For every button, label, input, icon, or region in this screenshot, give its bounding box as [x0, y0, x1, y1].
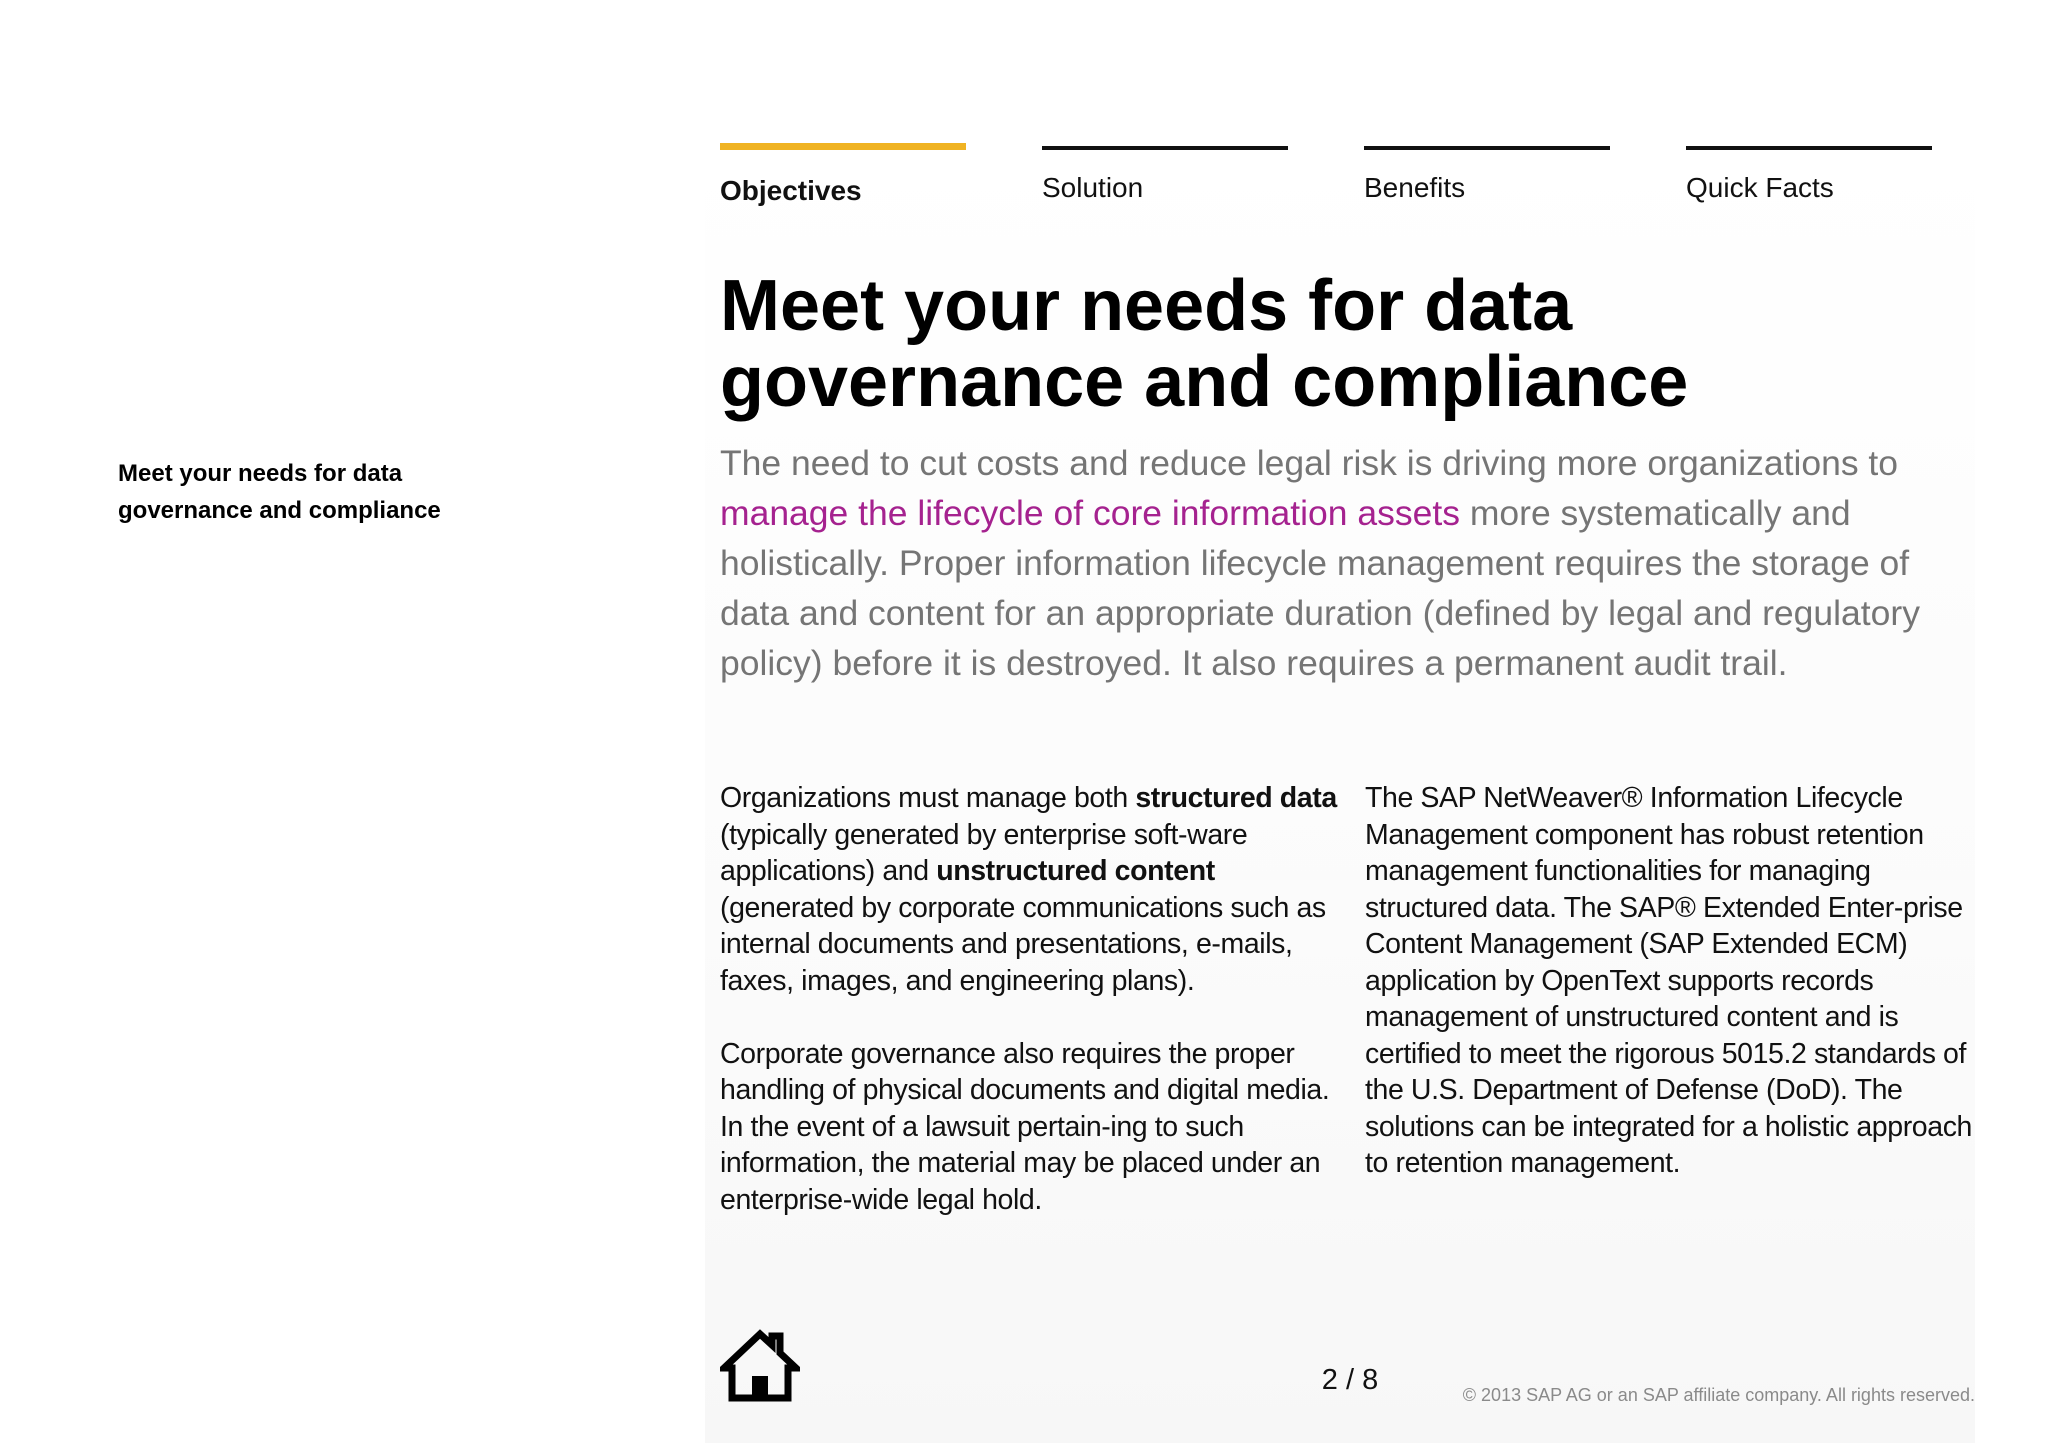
body-left-paragraph-2: Corporate governance also requires the proper handling of physical documents and digital media. In the event of a lawsuit pertain-ing to such information, the material may be placed under an enterprise-wide legal hold. [720, 1037, 1330, 1216]
intro-text-end: more systematically and holistically. Proper information lifecycle management requires the storage of data and content for an appropriate duration (defined by legal and regulatory policy) before it is destroyed. It also requires a permanent audit trail. [720, 493, 1920, 683]
tab-objectives-label: Objectives [720, 175, 862, 206]
text-run: (generated by corporate communications such as internal documents and presentations, e-mails, faxes, images, and engineering plans). [720, 891, 1326, 997]
page-title [720, 268, 1970, 420]
copyright-notice: © 2013 SAP AG or an SAP affiliate company. All rights reserved. [1462, 1385, 1975, 1405]
sidebar-title-line1: Meet your needs for data [118, 460, 403, 487]
body-column-left [720, 780, 1340, 1255]
bold-unstructured-content: unstructured content [936, 855, 1215, 887]
sidebar-title-line2: governance and compliance [118, 497, 441, 524]
body-left-paragraph-1 [720, 780, 1340, 999]
body-right-paragraph-1: The SAP NetWeaver® Information Lifecycle Management component has robust retention management functionalities for managing structured data. The SAP® Extended Enter-prise Content Management (SAP Extended ECM) application by OpenText supports records management of unstructured content and is certified to meet the rigorous 5015.2 standards of the U.S. Department of Defense (DoD). The solutions can be integrated for a holistic approach to retention management. [1365, 782, 1972, 1179]
tab-solution-label: Solution [1042, 172, 1144, 203]
intro-text-start: The need to cut costs and reduce legal risk is driving more organizations to [720, 443, 1899, 483]
intro-paragraph [720, 438, 1970, 688]
page-title-line2: governance and compliance [720, 342, 1689, 422]
tab-quick-facts-label: Quick Facts [1686, 172, 1834, 203]
tab-solution[interactable] [1042, 146, 1288, 210]
text-run: Organizations must manage both [720, 782, 1136, 814]
bold-structured-data: structured data [1135, 782, 1337, 814]
tab-objectives[interactable] [720, 143, 966, 210]
section-tabs [720, 146, 1932, 206]
home-icon[interactable] [720, 1328, 800, 1402]
text-run: (typically generated by enterprise soft-ware applications) and [720, 818, 1248, 887]
intro-highlight-link[interactable]: manage the lifecycle of core information assets [720, 493, 1460, 533]
tab-quick-facts[interactable] [1686, 146, 1932, 210]
sidebar-title [118, 455, 518, 529]
body-column-right [1365, 780, 1985, 1218]
page-number: 2 / 8 [1321, 1364, 1379, 1396]
tab-benefits[interactable] [1364, 146, 1610, 210]
tab-benefits-label: Benefits [1364, 172, 1466, 203]
page-title-line1: Meet your needs for data [720, 266, 1573, 346]
